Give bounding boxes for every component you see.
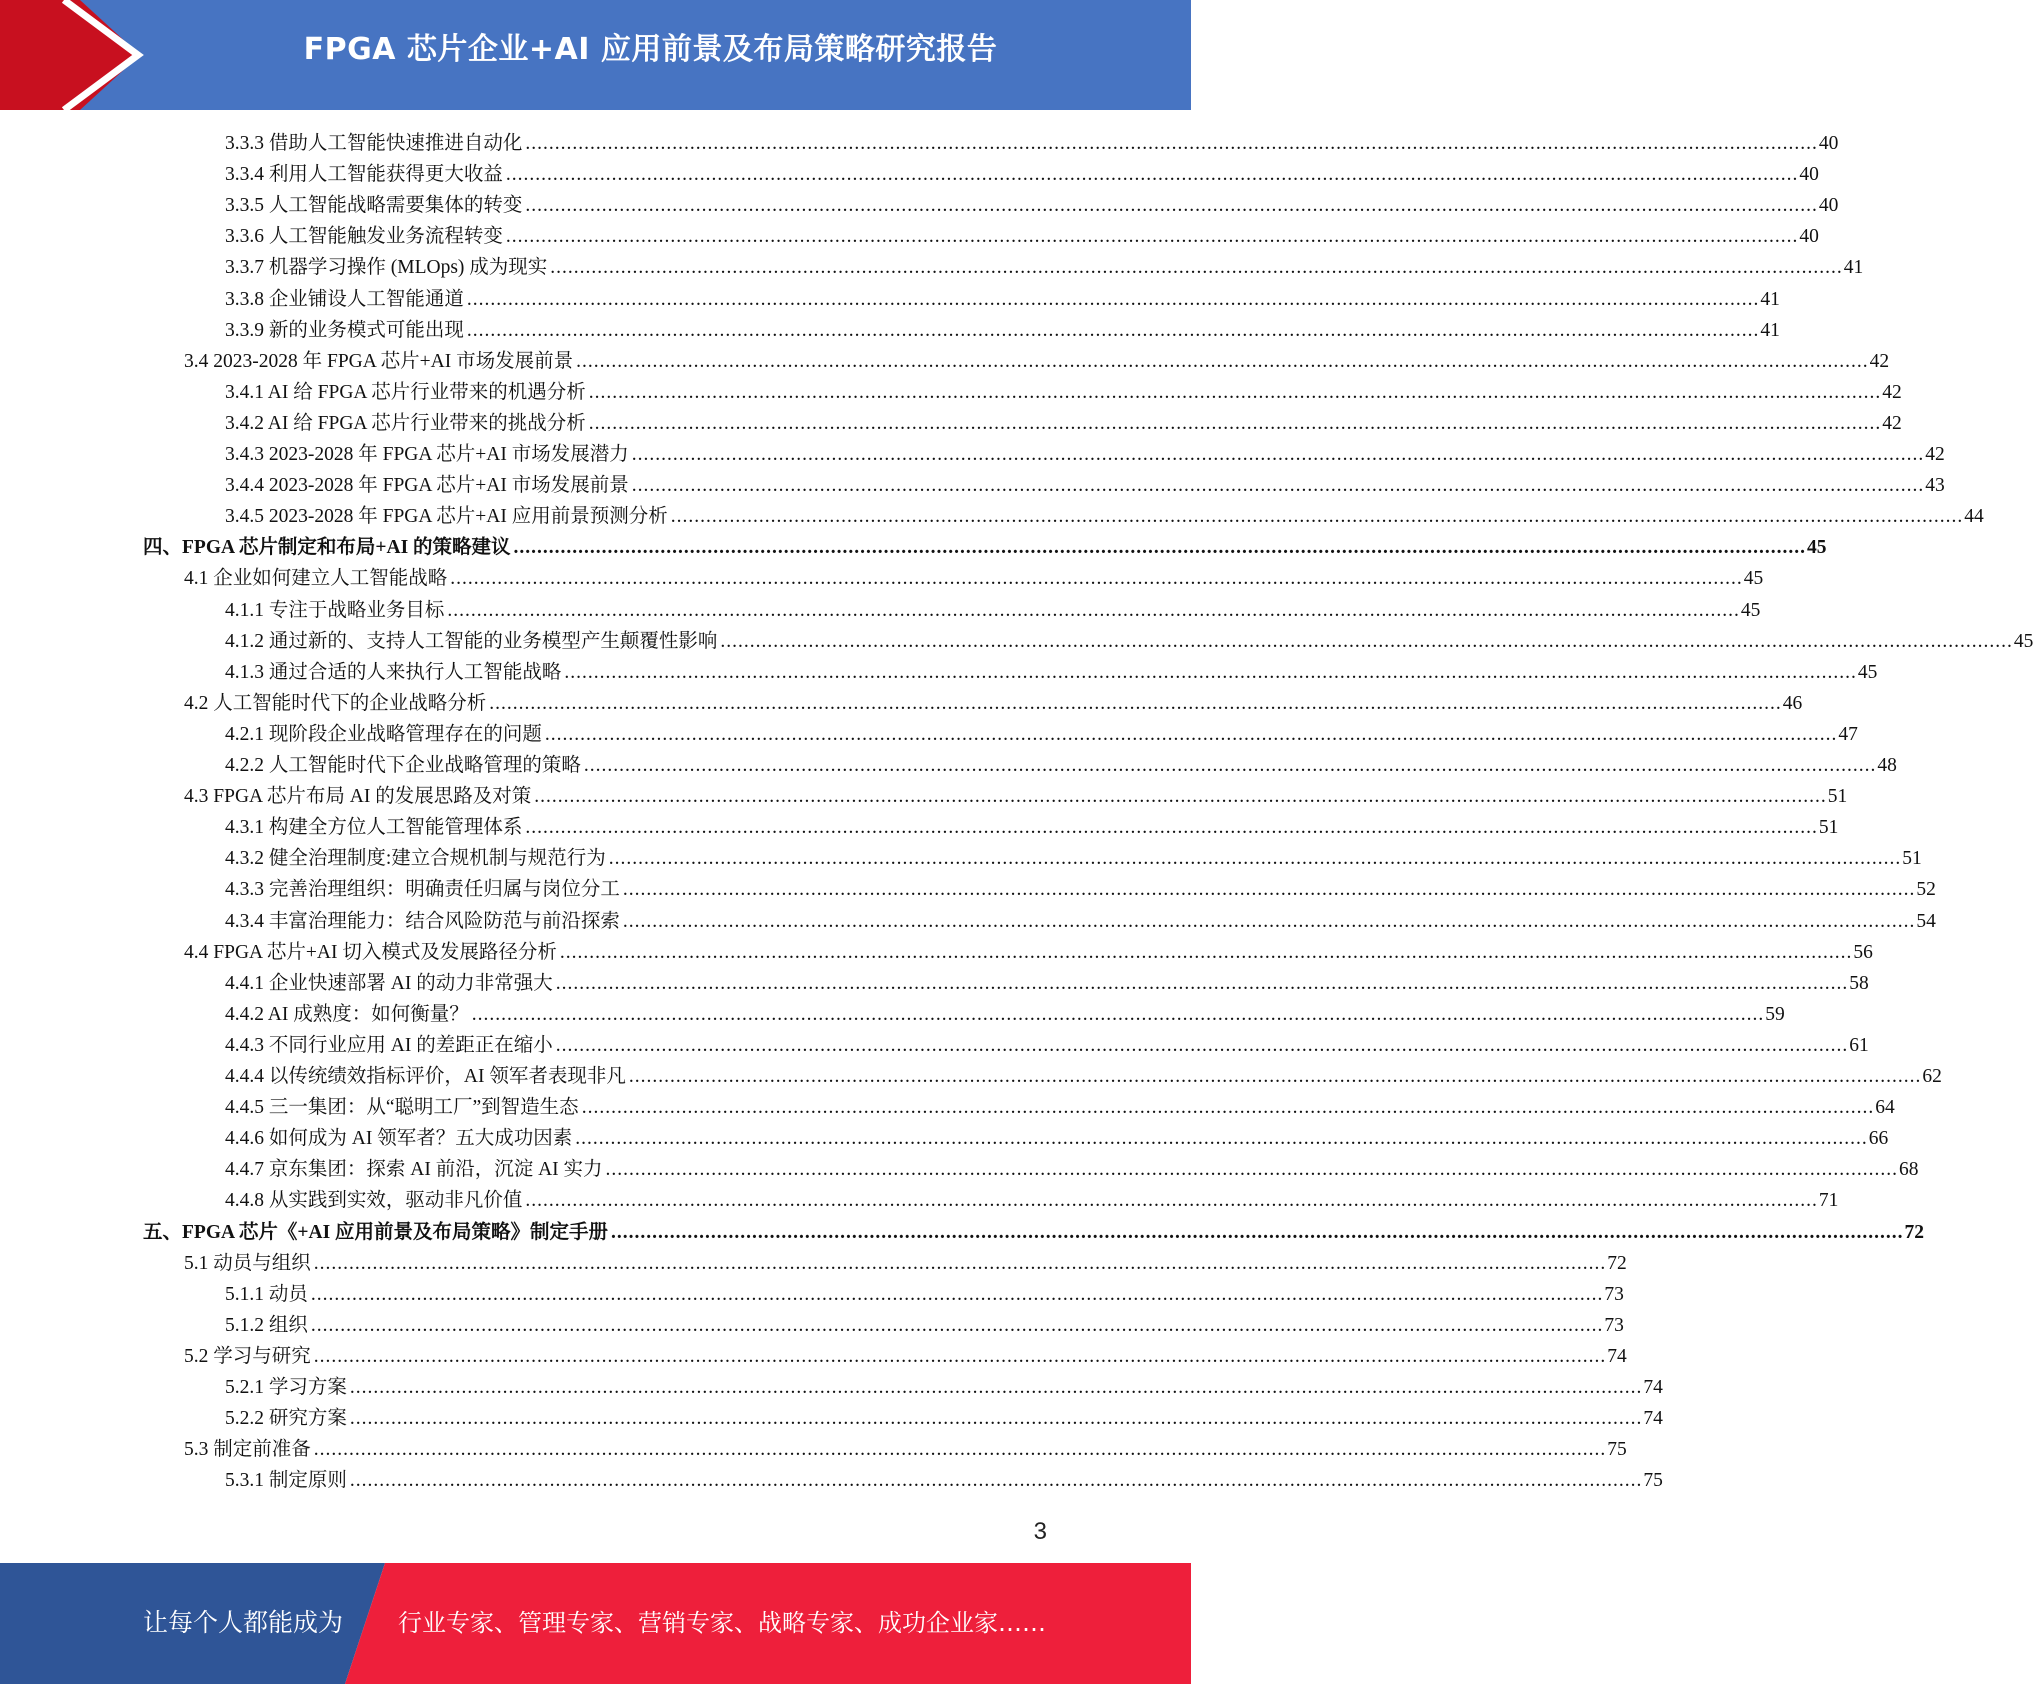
toc-entry[interactable] bbox=[143, 532, 1827, 563]
toc-entry-label: 3.3.8 企业铺设人工智能通道 bbox=[225, 288, 464, 310]
toc-dot-leader: ............................................................................................................................................................................................................................ bbox=[313, 1252, 1607, 1274]
toc-entry-label: 3.3.5 人工智能战略需要集体的转变 bbox=[225, 195, 523, 217]
toc-entry-page: 45 bbox=[1743, 568, 1764, 590]
toc-entry-page: 66 bbox=[1868, 1128, 1889, 1150]
toc-dot-leader: ............................................................................................................................................................................................................................ bbox=[505, 164, 1799, 186]
toc-dot-leader: ............................................................................................................................................................................................................................ bbox=[447, 599, 1740, 621]
toc-dot-leader: ............................................................................................................................................................................................................................ bbox=[313, 1439, 1607, 1461]
toc-dot-leader: ............................................................................................................................................................................................................................ bbox=[466, 319, 1760, 341]
toc-entry-page: 56 bbox=[1853, 941, 1873, 963]
toc-dot-leader: ............................................................................................................................................................................................................................ bbox=[349, 1470, 1643, 1492]
toc-entry-page: 46 bbox=[1782, 692, 1803, 714]
toc-entry-page: 75 bbox=[1607, 1439, 1627, 1461]
toc-entry-page: 40 bbox=[1799, 164, 1819, 186]
toc-entry[interactable] bbox=[225, 1372, 1663, 1403]
toc-entry[interactable] bbox=[225, 1092, 1895, 1123]
toc-entry-page: 45 bbox=[1857, 661, 1878, 683]
toc-dot-leader: ............................................................................................................................................................................................................................ bbox=[631, 444, 1925, 465]
toc-entry[interactable] bbox=[184, 1248, 1627, 1279]
toc-entry[interactable] bbox=[143, 1217, 1925, 1248]
toc-dot-leader: ............................................................................................................................................................................................................................ bbox=[534, 786, 1827, 808]
toc-entry[interactable] bbox=[225, 626, 2033, 657]
toc-entry[interactable] bbox=[225, 1465, 1663, 1496]
header-arrow-decoration bbox=[0, 0, 160, 110]
toc-entry-label: 四、FPGA 芯片制定和布局+AI 的策略建议 bbox=[143, 537, 511, 559]
footer-slogan-right: 行业专家、管理专家、营销专家、战略专家、成功企业家…… bbox=[398, 1609, 1046, 1637]
toc-entry[interactable] bbox=[225, 812, 1839, 843]
toc-entry[interactable] bbox=[225, 1061, 1942, 1092]
toc-entry[interactable] bbox=[184, 346, 1890, 377]
toc-entry-label: 4.1.1 专注于战略业务目标 bbox=[225, 599, 445, 621]
toc-entry-page: 71 bbox=[1818, 1190, 1839, 1212]
toc-entry[interactable] bbox=[225, 1279, 1624, 1310]
toc-entry-label: 4.3 FPGA 芯片布局 AI 的发展思路及对策 bbox=[184, 786, 532, 808]
toc-dot-leader: ............................................................................................................................................................................................................................ bbox=[576, 350, 1869, 372]
toc-entry-label: 3.3.4 利用人工智能获得更大收益 bbox=[225, 164, 503, 186]
toc-dot-leader: ............................................................................................................................................................................................................................ bbox=[525, 817, 1818, 839]
toc-entry[interactable] bbox=[225, 1030, 1869, 1061]
toc-entry-label: 4.4 FPGA 芯片+AI 切入模式及发展路径分析 bbox=[184, 941, 557, 963]
toc-entry-page: 61 bbox=[1849, 1034, 1869, 1056]
toc-entry[interactable] bbox=[225, 221, 1819, 252]
toc-entry-page: 41 bbox=[1843, 257, 1864, 279]
toc-entry-page: 64 bbox=[1875, 1097, 1895, 1119]
toc-entry[interactable] bbox=[225, 1403, 1663, 1434]
toc-entry[interactable] bbox=[225, 999, 1785, 1030]
toc-dot-leader: ............................................................................................................................................................................................................................ bbox=[544, 723, 1838, 745]
toc-dot-leader: ............................................................................................................................................................................................................................ bbox=[525, 1190, 1818, 1212]
toc-entry-label: 3.3.7 机器学习操作 (MLOps) 成为现实 bbox=[225, 257, 548, 279]
toc-entry-page: 41 bbox=[1760, 319, 1780, 341]
report-title: FPGA 芯片企业+AI 应用前景及布局策略研究报告 bbox=[303, 32, 998, 67]
toc-entry-page: 62 bbox=[1922, 1066, 1942, 1087]
toc-entry-page: 41 bbox=[1760, 288, 1780, 310]
toc-entry-label: 4.3.2 健全治理制度:建立合规机制与规范行为 bbox=[225, 848, 606, 870]
toc-entry-page: 42 bbox=[1882, 412, 1902, 434]
toc-entry[interactable] bbox=[225, 190, 1839, 221]
toc-entry-label: 3.4.5 2023-2028 年 FPGA 芯片+AI 应用前景预测分析 bbox=[225, 506, 668, 528]
toc-dot-leader: ............................................................................................................................................................................................................................ bbox=[505, 226, 1799, 248]
toc-entry-label: 4.1.2 通过新的、支持人工智能的业务模型产生颠覆性影响 bbox=[225, 630, 718, 652]
toc-entry-page: 54 bbox=[1916, 910, 1936, 932]
toc-entry[interactable] bbox=[225, 315, 1780, 346]
toc-entry-label: 5.1.2 组织 bbox=[225, 1314, 308, 1336]
toc-entry-label: 4.3.4 丰富治理能力：结合风险防范与前沿探索 bbox=[225, 910, 620, 932]
toc-dot-leader: ............................................................................................................................................................................................................................ bbox=[471, 1003, 1765, 1025]
toc-dot-leader: ............................................................................................................................................................................................................................ bbox=[550, 257, 1843, 279]
toc-entry-page: 42 bbox=[1925, 444, 1945, 465]
toc-dot-leader: ............................................................................................................................................................................................................................ bbox=[670, 506, 1964, 528]
toc-entry[interactable] bbox=[225, 1154, 1919, 1185]
toc-entry-label: 3.3.6 人工智能触发业务流程转变 bbox=[225, 226, 503, 248]
toc-entry-label: 5.1.1 动员 bbox=[225, 1283, 308, 1305]
toc-entry-page: 47 bbox=[1838, 723, 1858, 745]
toc-dot-leader: ............................................................................................................................................................................................................................ bbox=[310, 1283, 1604, 1305]
toc-dot-leader: ............................................................................................................................................................................................................................ bbox=[622, 879, 1916, 901]
toc-entry[interactable] bbox=[225, 968, 1869, 999]
toc-entry[interactable] bbox=[225, 595, 1761, 626]
toc-entry-label: 5.3.1 制定原则 bbox=[225, 1470, 347, 1492]
toc-entry[interactable] bbox=[225, 750, 1897, 781]
toc-entry-page: 40 bbox=[1818, 195, 1839, 217]
toc-dot-leader: ............................................................................................................................................................................................................................ bbox=[611, 1221, 1904, 1243]
toc-entry[interactable] bbox=[184, 937, 1873, 968]
toc-entry-label: 4.4.4 以传统绩效指标评价，AI 领军者表现非凡 bbox=[225, 1066, 626, 1087]
toc-entry[interactable] bbox=[225, 128, 1839, 159]
toc-entry-label: 5.1 动员与组织 bbox=[184, 1252, 311, 1274]
toc-dot-leader: ............................................................................................................................................................................................................................ bbox=[349, 1408, 1643, 1430]
toc-entry-page: 40 bbox=[1818, 133, 1839, 154]
toc-dot-leader: ............................................................................................................................................................................................................................ bbox=[631, 475, 1925, 497]
toc-entry[interactable] bbox=[225, 906, 1936, 937]
toc-entry-label: 4.3.1 构建全方位人工智能管理体系 bbox=[225, 817, 523, 839]
toc-dot-leader: ............................................................................................................................................................................................................................ bbox=[310, 1314, 1604, 1336]
toc-entry-label: 4.2.2 人工智能时代下企业战略管理的策略 bbox=[225, 755, 581, 776]
toc-entry[interactable] bbox=[225, 159, 1819, 190]
toc-dot-leader: ............................................................................................................................................................................................................................ bbox=[559, 941, 1853, 963]
toc-dot-leader: ............................................................................................................................................................................................................................ bbox=[564, 661, 1857, 683]
toc-entry-label: 3.4.3 2023-2028 年 FPGA 芯片+AI 市场发展潜力 bbox=[225, 444, 629, 465]
toc-entry[interactable] bbox=[225, 1123, 1889, 1154]
toc-entry-label: 4.2.1 现阶段企业战略管理存在的问题 bbox=[225, 723, 542, 745]
toc-entry[interactable] bbox=[184, 563, 1764, 594]
toc-entry-page: 59 bbox=[1765, 1003, 1785, 1025]
toc-entry-page: 68 bbox=[1899, 1159, 1919, 1181]
toc-entry-label: 4.4.5 三一集团：从“聪明工厂”到智造生态 bbox=[225, 1097, 579, 1119]
toc-entry-page: 72 bbox=[1607, 1252, 1627, 1274]
toc-entry-page: 44 bbox=[1964, 506, 1984, 528]
page-header bbox=[0, 0, 1191, 110]
toc-dot-leader: ............................................................................................................................................................................................................................ bbox=[605, 1159, 1899, 1181]
toc-entry-page: 74 bbox=[1643, 1408, 1663, 1430]
toc-entry[interactable] bbox=[225, 470, 1945, 501]
toc-entry-page: 75 bbox=[1643, 1470, 1663, 1492]
toc-entry-page: 73 bbox=[1604, 1314, 1624, 1336]
toc-entry-page: 72 bbox=[1904, 1221, 1925, 1243]
toc-entry-page: 42 bbox=[1869, 350, 1890, 372]
toc-dot-leader: ............................................................................................................................................................................................................................ bbox=[581, 1097, 1875, 1119]
toc-entry[interactable] bbox=[225, 252, 1864, 283]
toc-entry-page: 58 bbox=[1849, 972, 1869, 994]
toc-dot-leader: ............................................................................................................................................................................................................................ bbox=[555, 1034, 1849, 1056]
toc-entry[interactable] bbox=[225, 719, 1858, 750]
toc-dot-leader: ............................................................................................................................................................................................................................ bbox=[588, 381, 1882, 403]
toc-entry[interactable] bbox=[184, 1341, 1627, 1372]
toc-entry-page: 51 bbox=[1818, 817, 1839, 839]
toc-entry-label: 五、FPGA 芯片《+AI 应用前景及布局策略》制定手册 bbox=[143, 1221, 609, 1243]
page-footer bbox=[0, 1563, 1191, 1684]
toc-dot-leader: ............................................................................................................................................................................................................................ bbox=[466, 288, 1760, 310]
toc-entry-label: 4.4.3 不同行业应用 AI 的差距正在缩小 bbox=[225, 1034, 553, 1056]
toc-dot-leader: ............................................................................................................................................................................................................................ bbox=[450, 568, 1743, 590]
toc-entry[interactable] bbox=[184, 1434, 1627, 1465]
toc-dot-leader: ............................................................................................................................................................................................................................ bbox=[622, 910, 1916, 932]
toc-entry-label: 3.4.4 2023-2028 年 FPGA 芯片+AI 市场发展前景 bbox=[225, 475, 629, 497]
toc-entry[interactable] bbox=[184, 688, 1803, 719]
toc-entry-label: 5.2.1 学习方案 bbox=[225, 1377, 347, 1398]
toc-entry-page: 51 bbox=[1902, 848, 1922, 870]
toc-entry-label: 4.4.8 从实践到实效，驱动非凡价值 bbox=[225, 1190, 523, 1212]
toc-entry-page: 74 bbox=[1607, 1345, 1627, 1367]
toc-dot-leader: ............................................................................................................................................................................................................................ bbox=[608, 848, 1902, 870]
toc-entry-label: 4.1.3 通过合适的人来执行人工智能战略 bbox=[225, 661, 562, 683]
toc-entry-label: 5.2.2 研究方案 bbox=[225, 1408, 347, 1430]
toc-entry[interactable] bbox=[225, 843, 1922, 874]
toc-dot-leader: ............................................................................................................................................................................................................................ bbox=[555, 972, 1849, 994]
toc-entry-page: 45 bbox=[1807, 537, 1827, 559]
toc-entry[interactable] bbox=[184, 781, 1848, 812]
toc-entry-label: 4.3.3 完善治理组织：明确责任归属与岗位分工 bbox=[225, 879, 620, 901]
toc-dot-leader: ............................................................................................................................................................................................................................ bbox=[513, 537, 1807, 559]
toc-entry-label: 3.3.9 新的业务模式可能出现 bbox=[225, 319, 464, 341]
toc-entry[interactable] bbox=[225, 501, 1984, 532]
toc-entry-label: 5.3 制定前准备 bbox=[184, 1439, 311, 1461]
toc-dot-leader: ............................................................................................................................................................................................................................ bbox=[525, 195, 1818, 217]
toc-entry-label: 4.4.7 京东集团：探索 AI 前沿，沉淀 AI 实力 bbox=[225, 1159, 603, 1181]
toc-entry-label: 3.4.1 AI 给 FPGA 芯片行业带来的机遇分析 bbox=[225, 381, 586, 403]
toc-dot-leader: ............................................................................................................................................................................................................................ bbox=[313, 1345, 1607, 1367]
toc-entry-label: 4.2 人工智能时代下的企业战略分析 bbox=[184, 692, 487, 714]
toc-entry[interactable] bbox=[225, 408, 1902, 439]
toc-entry-label: 4.4.2 AI 成熟度：如何衡量？ bbox=[225, 1003, 469, 1025]
toc-dot-leader: ............................................................................................................................................................................................................................ bbox=[588, 412, 1882, 434]
toc-dot-leader: ............................................................................................................................................................................................................................ bbox=[525, 133, 1818, 154]
toc-dot-leader: ............................................................................................................................................................................................................................ bbox=[628, 1066, 1922, 1087]
toc-entry-page: 45 bbox=[1740, 599, 1761, 621]
toc-entry-page: 52 bbox=[1916, 879, 1936, 901]
toc-entry-label: 3.4 2023-2028 年 FPGA 芯片+AI 市场发展前景 bbox=[184, 350, 574, 372]
toc-dot-leader: ............................................................................................................................................................................................................................ bbox=[720, 630, 2013, 652]
toc-dot-leader: ............................................................................................................................................................................................................................ bbox=[583, 755, 1877, 776]
toc-entry-label: 3.4.2 AI 给 FPGA 芯片行业带来的挑战分析 bbox=[225, 412, 586, 434]
toc-entry-page: 74 bbox=[1643, 1377, 1663, 1398]
toc-entry-page: 48 bbox=[1877, 755, 1897, 776]
toc-entry[interactable] bbox=[225, 1185, 1839, 1216]
toc-entry-page: 40 bbox=[1799, 226, 1819, 248]
toc-entry-page: 73 bbox=[1604, 1283, 1624, 1305]
toc-entry[interactable] bbox=[225, 284, 1780, 315]
toc-entry-label: 4.1 企业如何建立人工智能战略 bbox=[184, 568, 448, 590]
toc-dot-leader: ............................................................................................................................................................................................................................ bbox=[489, 692, 1782, 714]
toc-entry[interactable] bbox=[225, 1310, 1624, 1341]
toc-entry-label: 5.2 学习与研究 bbox=[184, 1345, 311, 1367]
toc-entry[interactable] bbox=[225, 657, 1878, 688]
toc-entry-label: 4.4.6 如何成为 AI 领军者？五大成功因素 bbox=[225, 1128, 573, 1150]
toc-entry[interactable] bbox=[225, 377, 1902, 408]
toc-entry-page: 42 bbox=[1882, 381, 1902, 403]
toc-entry-page: 43 bbox=[1925, 475, 1945, 497]
toc-entry-page: 51 bbox=[1827, 786, 1848, 808]
footer-slogan-left: 让每个人都能成为 bbox=[143, 1608, 344, 1637]
toc-entry[interactable] bbox=[225, 874, 1936, 905]
toc-entry-label: 3.3.3 借助人工智能快速推进自动化 bbox=[225, 133, 523, 154]
toc-entry-label: 4.4.1 企业快速部署 AI 的动力非常强大 bbox=[225, 972, 553, 994]
toc-dot-leader: ............................................................................................................................................................................................................................ bbox=[575, 1128, 1868, 1150]
toc-entry[interactable] bbox=[225, 439, 1945, 470]
toc-entry-page: 45 bbox=[2013, 630, 2033, 652]
page-number: 3 bbox=[1033, 1518, 1047, 1545]
toc-dot-leader: ............................................................................................................................................................................................................................ bbox=[349, 1377, 1643, 1398]
